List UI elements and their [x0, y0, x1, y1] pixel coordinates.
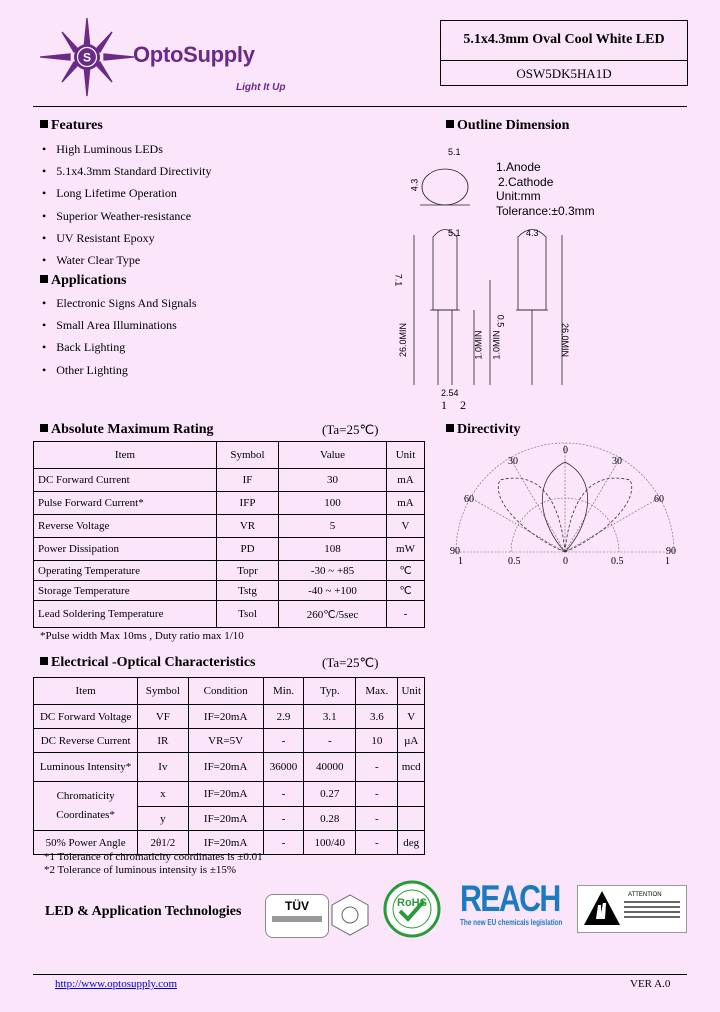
cell: -	[356, 831, 398, 855]
col-header: Symbol	[138, 678, 188, 705]
cell: PD	[217, 538, 279, 561]
angle-label: 30	[612, 456, 622, 467]
angle-label: 90	[450, 546, 460, 557]
cell: Luminous Intensity*	[34, 753, 138, 782]
cell: -	[304, 729, 356, 753]
table-row	[34, 729, 425, 753]
svg-text:RoHS: RoHS	[397, 897, 427, 909]
cell: Pulse Forward Current*	[34, 492, 217, 515]
cell: -	[263, 729, 304, 753]
cell: IF=20mA	[188, 782, 263, 807]
cell: IF=20mA	[188, 807, 263, 831]
list-item: • Electronic Signs And Signals	[40, 292, 197, 314]
cell	[398, 807, 425, 831]
rohs-seal-icon	[378, 880, 446, 938]
logo-letter: S	[82, 50, 92, 65]
pin-2-label: 2	[460, 398, 466, 412]
cell: Operating Temperature	[34, 561, 217, 581]
amr-table	[33, 441, 425, 628]
title-box	[440, 20, 688, 86]
note-anode: 1.Anode	[496, 160, 541, 174]
cell: Chromaticity Coordinates*	[34, 782, 138, 831]
scale-label: 0.5	[508, 556, 521, 567]
cell: -	[356, 753, 398, 782]
col-header: Condition	[188, 678, 263, 705]
brand-name: OptoSupply	[133, 42, 255, 67]
list-item: • Back Lighting	[40, 336, 197, 358]
cell: -30 ~ +85	[279, 561, 387, 581]
cell: mcd	[398, 753, 425, 782]
cell: 100/40	[304, 831, 356, 855]
rohs-logo	[378, 880, 446, 938]
angle-label: 30	[508, 456, 518, 467]
table-row	[34, 601, 425, 628]
scale-label: 1	[458, 556, 463, 567]
features-heading: Features	[40, 118, 103, 134]
cell: 40000	[304, 753, 356, 782]
eoc-table	[33, 677, 425, 855]
version-label: VER A.0	[630, 978, 671, 990]
cell: -	[263, 831, 304, 855]
cell: -	[387, 601, 425, 628]
cell: ℃	[387, 561, 425, 581]
cell: mA	[387, 492, 425, 515]
angle-label: 60	[464, 494, 474, 505]
esd-warning-logo: ATTENTION	[577, 885, 687, 933]
cell: x	[138, 782, 188, 807]
cell: Tstg	[217, 581, 279, 601]
cell: 50% Power Angle	[34, 831, 138, 855]
pin-1-label: 1	[441, 398, 447, 412]
footer-company: LED & Application Technologies	[45, 904, 242, 919]
col-header: Unit	[387, 442, 425, 469]
scale-label: 1	[665, 556, 670, 567]
eoc-condition: (Ta=25℃)	[322, 655, 379, 670]
scale-label: 0	[563, 556, 568, 567]
col-header: Min.	[263, 678, 304, 705]
list-item: • Other Lighting	[40, 359, 197, 381]
badge-icon	[330, 893, 370, 937]
dim-top-height: 4.3	[409, 178, 420, 192]
eoc-footnote-2: *2 Tolerance of luminous intensity is ±15%	[44, 864, 237, 876]
cell: 36000	[263, 753, 304, 782]
amr-heading: Absolute Maximum Rating	[40, 422, 214, 438]
cell: µA	[398, 729, 425, 753]
dim-lead-a: 1.0MIN	[473, 330, 484, 360]
cell: V	[387, 515, 425, 538]
cell: IF=20mA	[188, 831, 263, 855]
cell: 3.6	[356, 705, 398, 729]
dim-side-left: 5.1	[448, 228, 461, 238]
cell: V	[398, 705, 425, 729]
cell: y	[138, 807, 188, 831]
col-header: Max.	[356, 678, 398, 705]
note-tolerance: Tolerance:±0.3mm	[496, 203, 595, 218]
brand-tagline: Light It Up	[236, 82, 286, 93]
cell: Reverse Voltage	[34, 515, 217, 538]
table-row	[34, 561, 425, 581]
cell: 0.28	[304, 807, 356, 831]
list-item: • Small Area Illuminations	[40, 314, 197, 336]
table-row	[34, 581, 425, 601]
directivity-chart	[450, 440, 680, 570]
esd-hand-icon	[582, 889, 622, 929]
outline-notes	[496, 160, 595, 218]
cell: 3.1	[304, 705, 356, 729]
angle-label: 0	[563, 445, 568, 456]
reach-logo: REACH The new EU chemicals legislation	[460, 878, 563, 927]
table-row	[34, 515, 425, 538]
list-item: • Long Lifetime Operation	[40, 182, 212, 204]
amr-footnote: *Pulse width Max 10ms , Duty ratio max 1/10	[40, 630, 244, 642]
dim-lead-b: 1.0MIN	[491, 330, 502, 360]
note-unit: Unit:mm	[496, 189, 541, 203]
cell: -	[356, 782, 398, 807]
angle-label: 60	[654, 494, 664, 505]
scale-label: 0.5	[611, 556, 624, 567]
cell: -	[263, 807, 304, 831]
cell: IF=20mA	[188, 705, 263, 729]
col-header: Item	[34, 442, 217, 469]
table-header	[34, 678, 425, 705]
eoc-footnote-1: *1 Tolerance of chromaticity coordinates is ±0.01	[44, 851, 263, 863]
directivity-heading: Directivity	[446, 422, 521, 438]
cell: Power Dissipation	[34, 538, 217, 561]
footer-divider	[33, 974, 687, 975]
cell: DC Forward Current	[34, 469, 217, 492]
cell: VR=5V	[188, 729, 263, 753]
angle-label: 90	[666, 546, 676, 557]
list-item: • High Luminous LEDs	[40, 138, 212, 160]
cell: IF=20mA	[188, 753, 263, 782]
outline-heading: Outline Dimension	[446, 118, 569, 134]
product-title: 5.1x4.3mm Oval Cool White LED	[441, 21, 687, 61]
cell: mA	[387, 469, 425, 492]
cell: 0.27	[304, 782, 356, 807]
cell: ℃	[387, 581, 425, 601]
cell: 30	[279, 469, 387, 492]
cell: Topr	[217, 561, 279, 581]
cell: 2.9	[263, 705, 304, 729]
dim-length-left: 26.0MIN	[398, 322, 409, 358]
applications-list	[40, 292, 197, 381]
cell: Iv	[138, 753, 188, 782]
cell: 100	[279, 492, 387, 515]
dim-length-right: 26.0MIN	[560, 322, 571, 358]
cell: VR	[217, 515, 279, 538]
table-header	[34, 442, 425, 469]
brand-logo	[40, 18, 300, 98]
applications-heading: Applications	[40, 273, 126, 289]
cell: Lead Soldering Temperature	[34, 601, 217, 628]
cell: -	[263, 782, 304, 807]
cell: IFP	[217, 492, 279, 515]
cell: 10	[356, 729, 398, 753]
list-item: • UV Resistant Epoxy	[40, 227, 212, 249]
col-header: Symbol	[217, 442, 279, 469]
note-cathode: 2.Cathode	[498, 174, 554, 189]
amr-condition: (Ta=25℃)	[322, 422, 379, 437]
part-number: OSW5DK5HA1D	[516, 66, 612, 81]
table-row	[34, 782, 425, 807]
list-item: • 5.1x4.3mm Standard Directivity	[40, 160, 212, 182]
col-header: Value	[279, 442, 387, 469]
table-row	[34, 492, 425, 515]
dim-pitch: 2.54	[441, 388, 459, 398]
cell: IR	[138, 729, 188, 753]
col-header: Unit	[398, 678, 425, 705]
cell: DC Reverse Current	[34, 729, 138, 753]
list-item: • Superior Weather-resistance	[40, 205, 212, 227]
cell: IF	[217, 469, 279, 492]
cell: DC Forward Voltage	[34, 705, 138, 729]
table-row	[34, 705, 425, 729]
features-list	[40, 138, 212, 271]
starburst-icon	[40, 18, 140, 98]
dim-spacing: 0.5	[495, 314, 506, 328]
list-item: • Water Clear Type	[40, 249, 212, 271]
cell: VF	[138, 705, 188, 729]
cell	[398, 782, 425, 807]
table-row	[34, 538, 425, 561]
website-link[interactable]: http://www.optosupply.com	[55, 978, 178, 990]
dim-top-width: 5.1	[448, 147, 461, 157]
cell: deg	[398, 831, 425, 855]
cell: -	[356, 807, 398, 831]
compliance-badge	[330, 893, 370, 937]
cell: Tsol	[217, 601, 279, 628]
dim-side-right: 4.3	[526, 228, 539, 238]
table-row	[34, 469, 425, 492]
cell: 260℃/5sec	[279, 601, 387, 628]
tuv-logo: TÜV	[265, 894, 329, 938]
cell: 5	[279, 515, 387, 538]
cell: 2θ1/2	[138, 831, 188, 855]
cell: 108	[279, 538, 387, 561]
cell: Storage Temperature	[34, 581, 217, 601]
table-row	[34, 753, 425, 782]
cell: mW	[387, 538, 425, 561]
eoc-heading: Electrical -Optical Characteristics	[40, 655, 255, 671]
col-header: Typ.	[304, 678, 356, 705]
dim-height: 7.1	[393, 273, 404, 287]
col-header: Item	[34, 678, 138, 705]
cell: -40 ~ +100	[279, 581, 387, 601]
header-divider	[33, 106, 687, 107]
